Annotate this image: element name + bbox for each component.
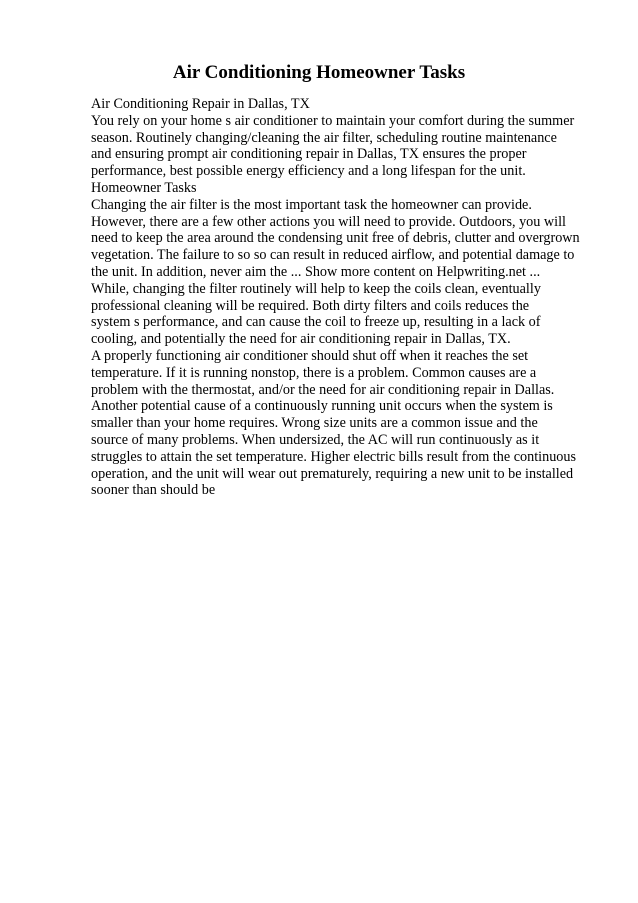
text-line: Homeowner Tasks [91,179,197,196]
text-line: A properly functioning air conditioner should shut off when it reaches the set [91,347,529,364]
text-line: Air Conditioning Repair in Dallas, TX [91,96,310,112]
text-line: While, changing the filter routinely will help to keep the coils clean, eventually [91,280,541,297]
text-line: the unit. In addition, never aim the ... Show more content on Helpwriting.net ... [91,263,541,280]
text-line: need to keep the area around the condensing unit free of debris, clutter and overgrown [91,230,580,247]
text-line: professional cleaning will be required. Both dirty filters and coils reduces the [91,297,530,314]
text-line: operation, and the unit will wear out prematurely, requiring a new unit to be installed [91,465,574,482]
text-line: vegetation. The failure to so so can result in reduced airflow, and potential damage to [91,247,575,264]
text-line: system s performance, and can cause the coil to freeze up, resulting in a lack of [91,314,541,331]
text-line: source of many problems. When undersized, the AC will run continuously as it [91,431,540,448]
text-line: temperature. If it is running nonstop, there is a problem. Common causes are a [91,364,537,381]
text-line: Another potential cause of a continuously running unit occurs when the system is [91,398,553,415]
document-title: Air Conditioning Homeowner Tasks [172,62,466,83]
text-line: struggles to attain the set temperature. Higher electric bills result from the continuous [91,448,576,465]
text-line: sooner than should be [91,482,216,499]
text-line: season. Routinely changing/cleaning the air filter, scheduling routine maintenance [91,129,557,146]
text-line: However, there are a few other actions you will need to provide. Outdoors, you will [91,213,566,230]
text-line: You rely on your home s air conditioner to maintain your comfort during the summer [91,112,575,129]
text-line: cooling, and potentially the need for air conditioning repair in Dallas, TX. [91,331,511,348]
text-line: and ensuring prompt air conditioning repair in Dallas, TX ensures the proper [91,146,527,163]
text-line: problem with the thermostat, and/or the need for air conditioning repair in Dallas. [91,381,555,398]
text-line: smaller than your home requires. Wrong size units are a common issue and the [91,415,538,432]
document-body [91,96,611,499]
text-line: Changing the air filter is the most important task the homeowner can provide. [91,196,532,213]
text-line: performance, best possible energy efficiency and a long lifespan for the unit. [91,163,526,180]
